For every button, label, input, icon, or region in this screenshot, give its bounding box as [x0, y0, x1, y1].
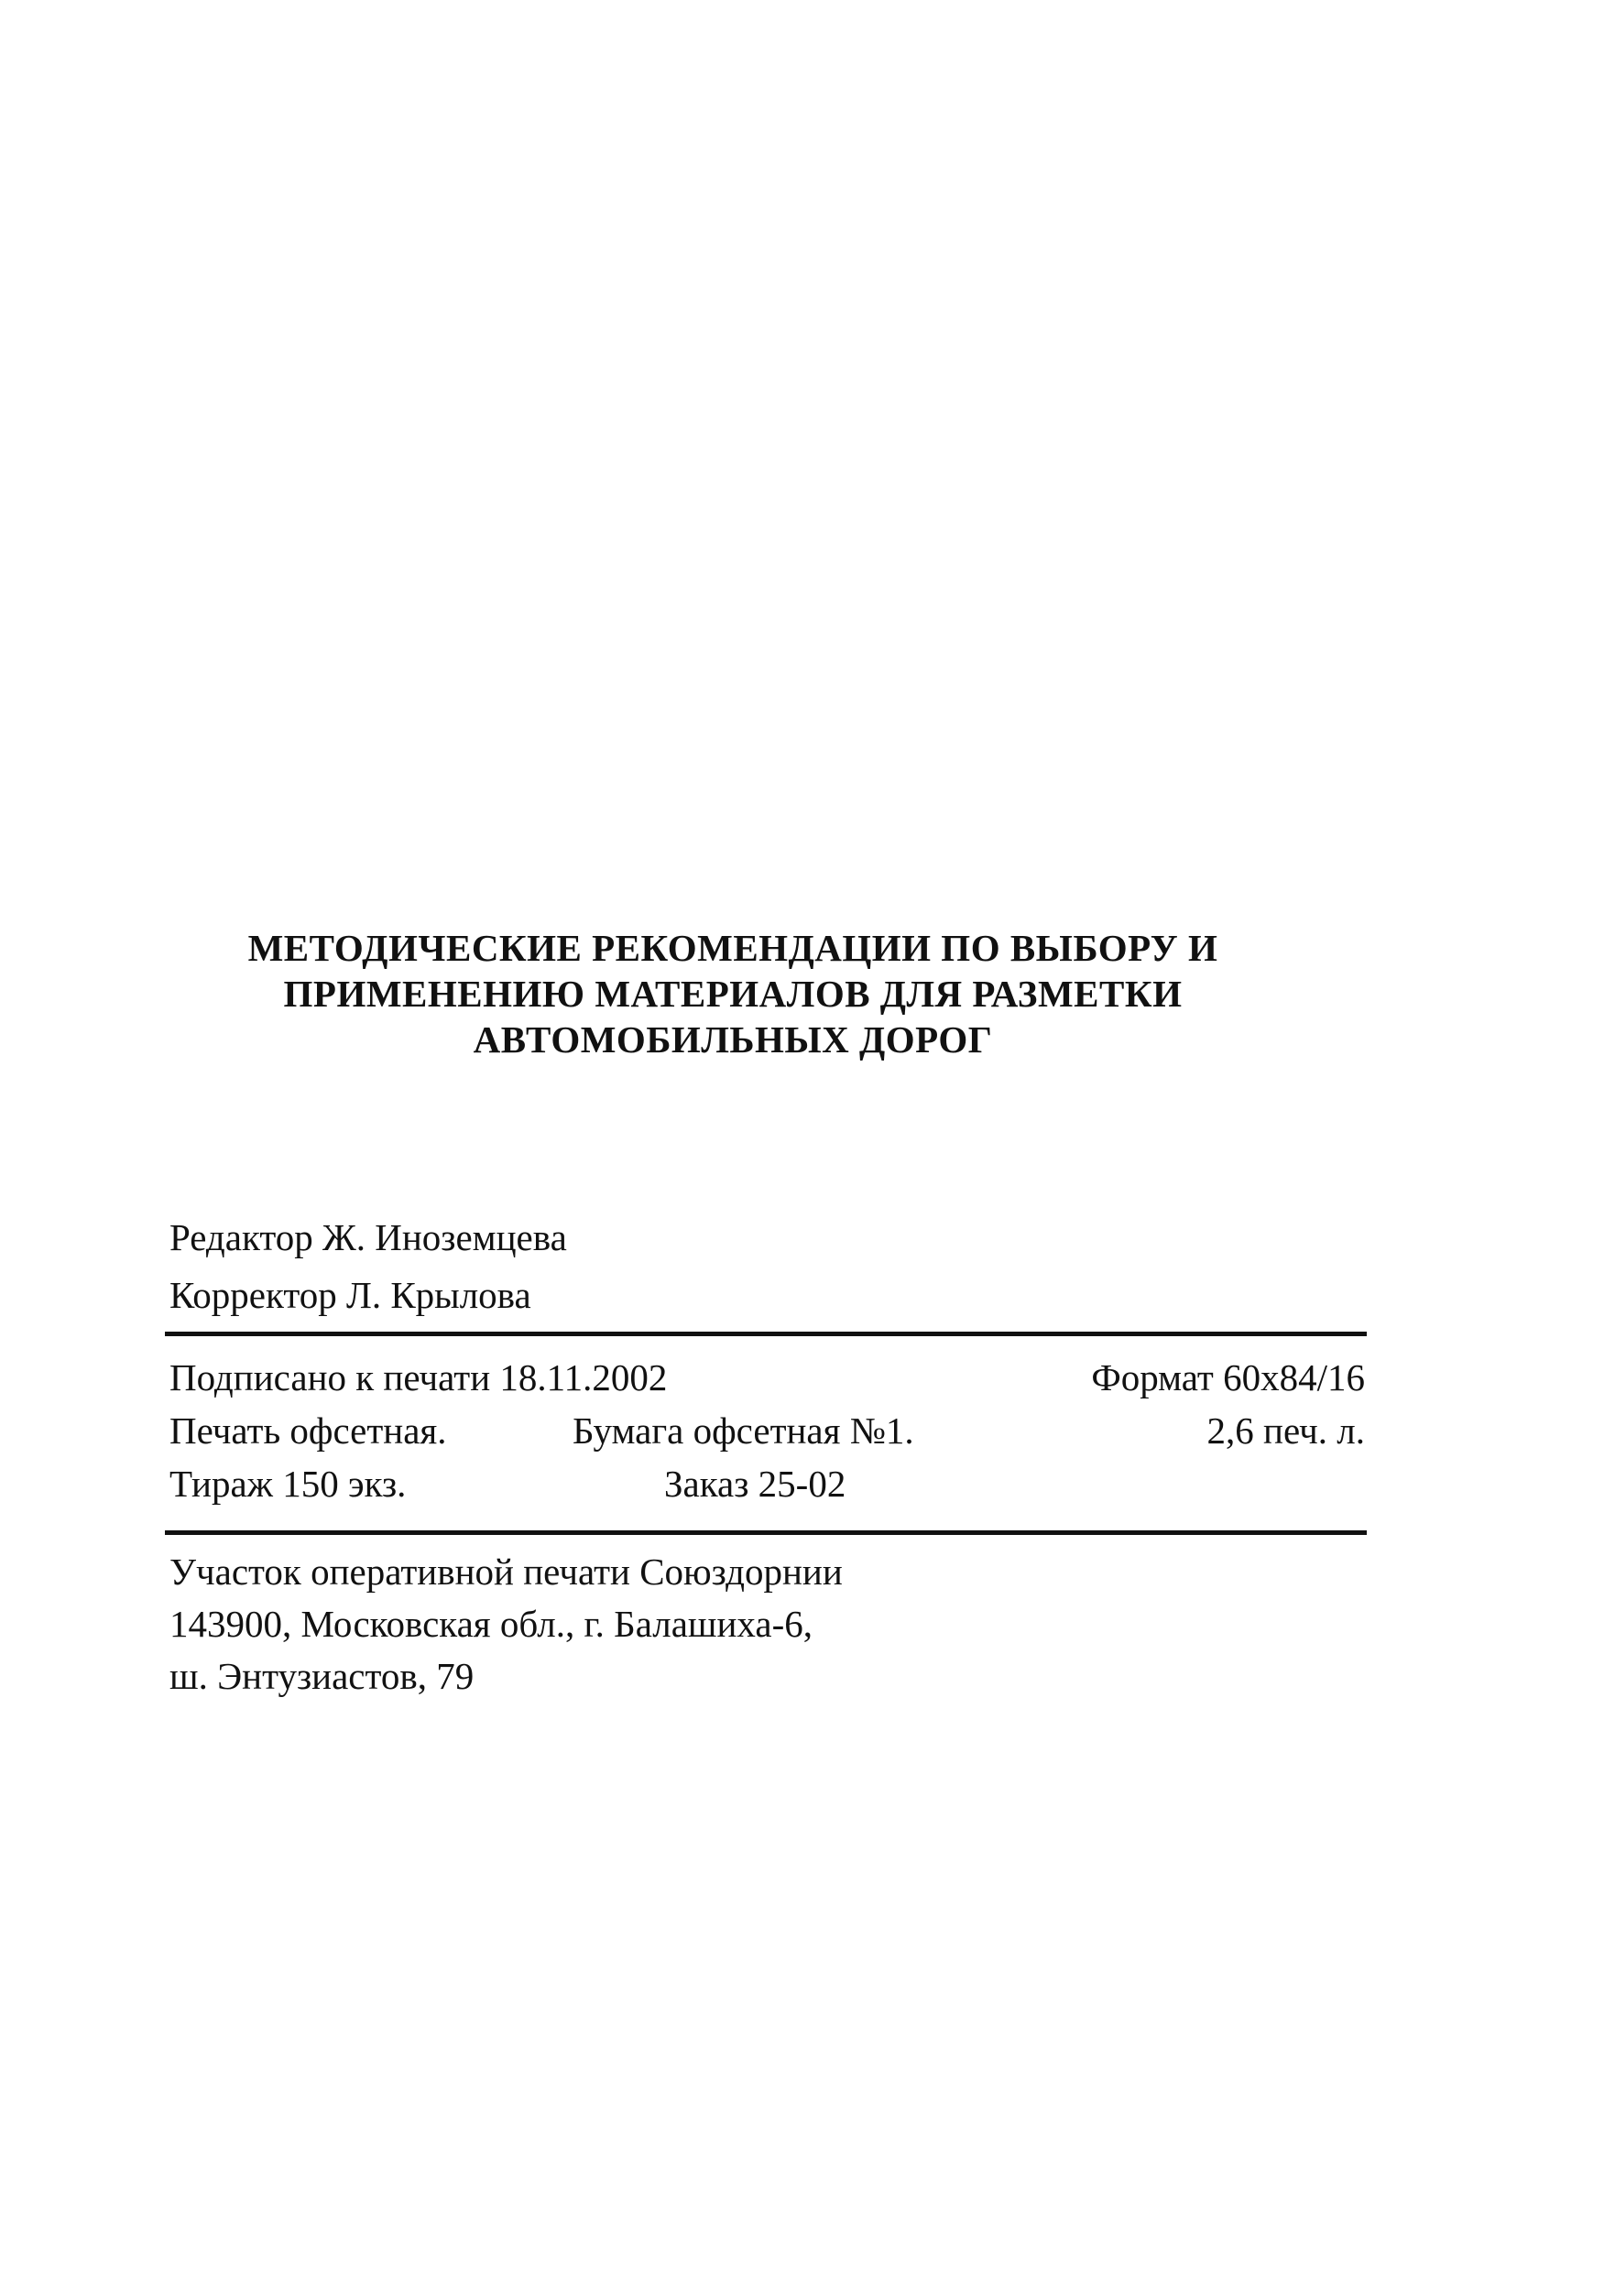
address-line-1: Участок оперативной печати Союздорнии	[169, 1551, 843, 1593]
imprint-row-2	[169, 1404, 1365, 1457]
credits	[169, 1209, 567, 1324]
printer-address	[169, 1546, 843, 1703]
title-line-2: ПРИМЕНЕНИЮ МАТЕРИАЛОВ ДЛЯ РАЗМЕТКИ	[283, 973, 1183, 1015]
address-line-2: 143900, Московская обл., г. Балашиха-6,	[169, 1603, 813, 1645]
print-run: Тираж 150 экз.	[169, 1463, 407, 1505]
title-line-1: МЕТОДИЧЕСКИЕ РЕКОМЕНДАЦИИ ПО ВЫБОРУ И	[247, 927, 1218, 969]
paper-info: Бумага офсетная №1.	[573, 1409, 914, 1452]
order-number: Заказ 25-02	[664, 1463, 846, 1505]
document-title	[183, 925, 1282, 1062]
imprint-row-3	[169, 1457, 1365, 1510]
imprint-row-1	[169, 1351, 1365, 1404]
divider-top	[165, 1332, 1367, 1336]
title-line-3: АВТОМОБИЛЬНЫХ ДОРОГ	[473, 1018, 993, 1061]
editor-credit: Редактор Ж. Иноземцева	[169, 1216, 567, 1258]
signed-for-print: Подписано к печати 18.11.2002	[169, 1356, 668, 1398]
format-info: Формат 60х84/16	[1091, 1356, 1365, 1398]
address-line-3: ш. Энтузиастов, 79	[169, 1655, 475, 1697]
print-type: Печать офсетная.	[169, 1409, 447, 1452]
sheets-info: 2,6 печ. л.	[1206, 1409, 1365, 1452]
divider-bottom	[165, 1530, 1367, 1535]
imprint-block	[169, 1351, 1365, 1510]
proofreader-credit: Корректор Л. Крылова	[169, 1274, 531, 1316]
